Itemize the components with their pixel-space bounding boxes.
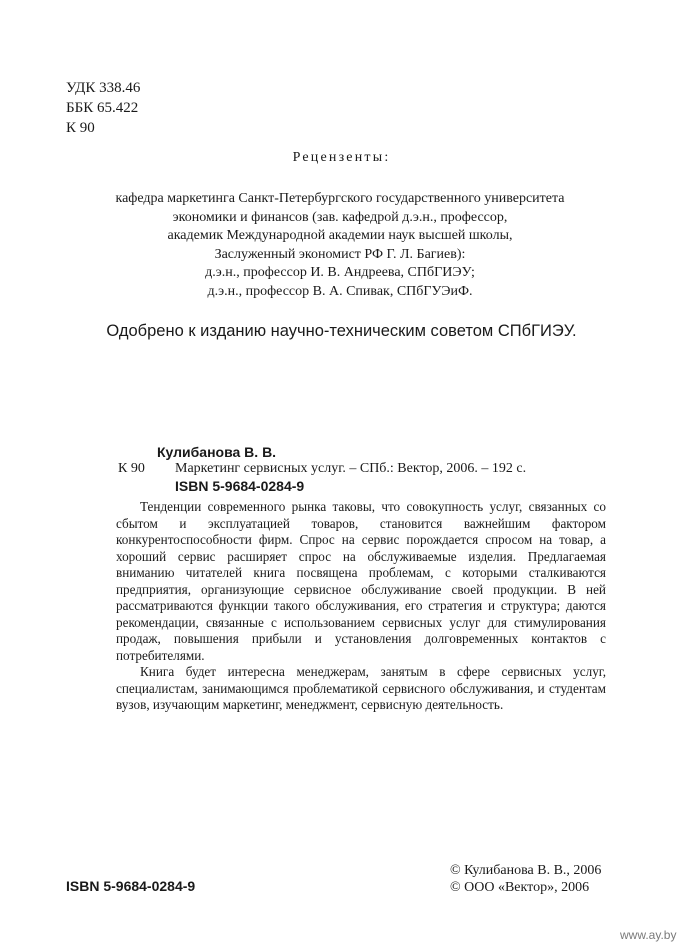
- copyright-publisher: © ООО «Вектор», 2006: [450, 880, 590, 895]
- reviewer-line: кафедра маркетинга Санкт-Петербургского государственного университета: [115, 191, 565, 206]
- catalog-bibliography: Маркетинг сервисных услуг. – СПб.: Вектор, 2006. – 192 с.: [175, 461, 527, 476]
- watermark: www.ay.by: [620, 928, 677, 942]
- reviewer-line: д.э.н., профессор И. В. Андреева, СПбГИЭУ;: [205, 265, 475, 280]
- bbk-code: ББК 65.422: [66, 100, 139, 116]
- copyright-block: [450, 862, 601, 896]
- k-code: К 90: [66, 120, 95, 136]
- reviewer-line: д.э.н., профессор В. А. Спивак, СПбГУЭиФ.: [207, 283, 473, 299]
- catalog-k-code: К 90: [118, 461, 145, 476]
- reviewer-line: экономики и финансов (зав. кафедрой д.э.н., профессор,: [172, 209, 508, 225]
- catalog-author: Кулибанова В. В.: [157, 444, 277, 460]
- reviewers-list: [80, 190, 600, 301]
- abstract-paragraph: Книга будет интересна менеджерам, занятым в сфере сервисных услуг, специалистам, занимающимся проблематикой сервисного обслуживания, и студентам вузов, изучающим маркетинг, менеджмент, сервисную деятельность.: [116, 664, 606, 712]
- udk-code: УДК 338.46: [66, 80, 141, 96]
- abstract-paragraph: Тенденции современного рынка таковы, что совокупность услуг, связанных со сбытом и эксплуатацией товаров, становится важнейшим фактором конкурентоспособности фирм. Спрос на сервис порождается спросом на товар, а хороший сервис расширяет спрос на обслуживаемые изделия. Предлагаемая вниманию читателей книга посвящена проблемам, с которыми сталкиваются предприятия, организующие сервисное обслуживание своей продукции. В ней рассматриваются функции такого обслуживания, его стратегия и структура; даются рекомендации, связанные с использованием сервисных услуг для стимулирования продаж, повышения прибыли и установления долговременных контактов с потребителями.: [116, 499, 606, 663]
- catalog-isbn: ISBN 5-9684-0284-9: [175, 478, 305, 494]
- approval-note: Одобрено к изданию научно-техническим советом СПбГИЭУ.: [106, 322, 577, 340]
- footer-isbn: ISBN 5-9684-0284-9: [66, 878, 196, 894]
- classification-codes: [66, 78, 140, 138]
- abstract: [116, 499, 606, 714]
- reviewer-line: академик Международной академии наук высшей школы,: [167, 228, 513, 243]
- copyright-author: © Кулибанова В. В., 2006: [450, 863, 602, 878]
- reviewer-line: Заслуженный экономист РФ Г. Л. Багиев):: [214, 246, 466, 262]
- reviewers-heading: Рецензенты:: [292, 150, 391, 165]
